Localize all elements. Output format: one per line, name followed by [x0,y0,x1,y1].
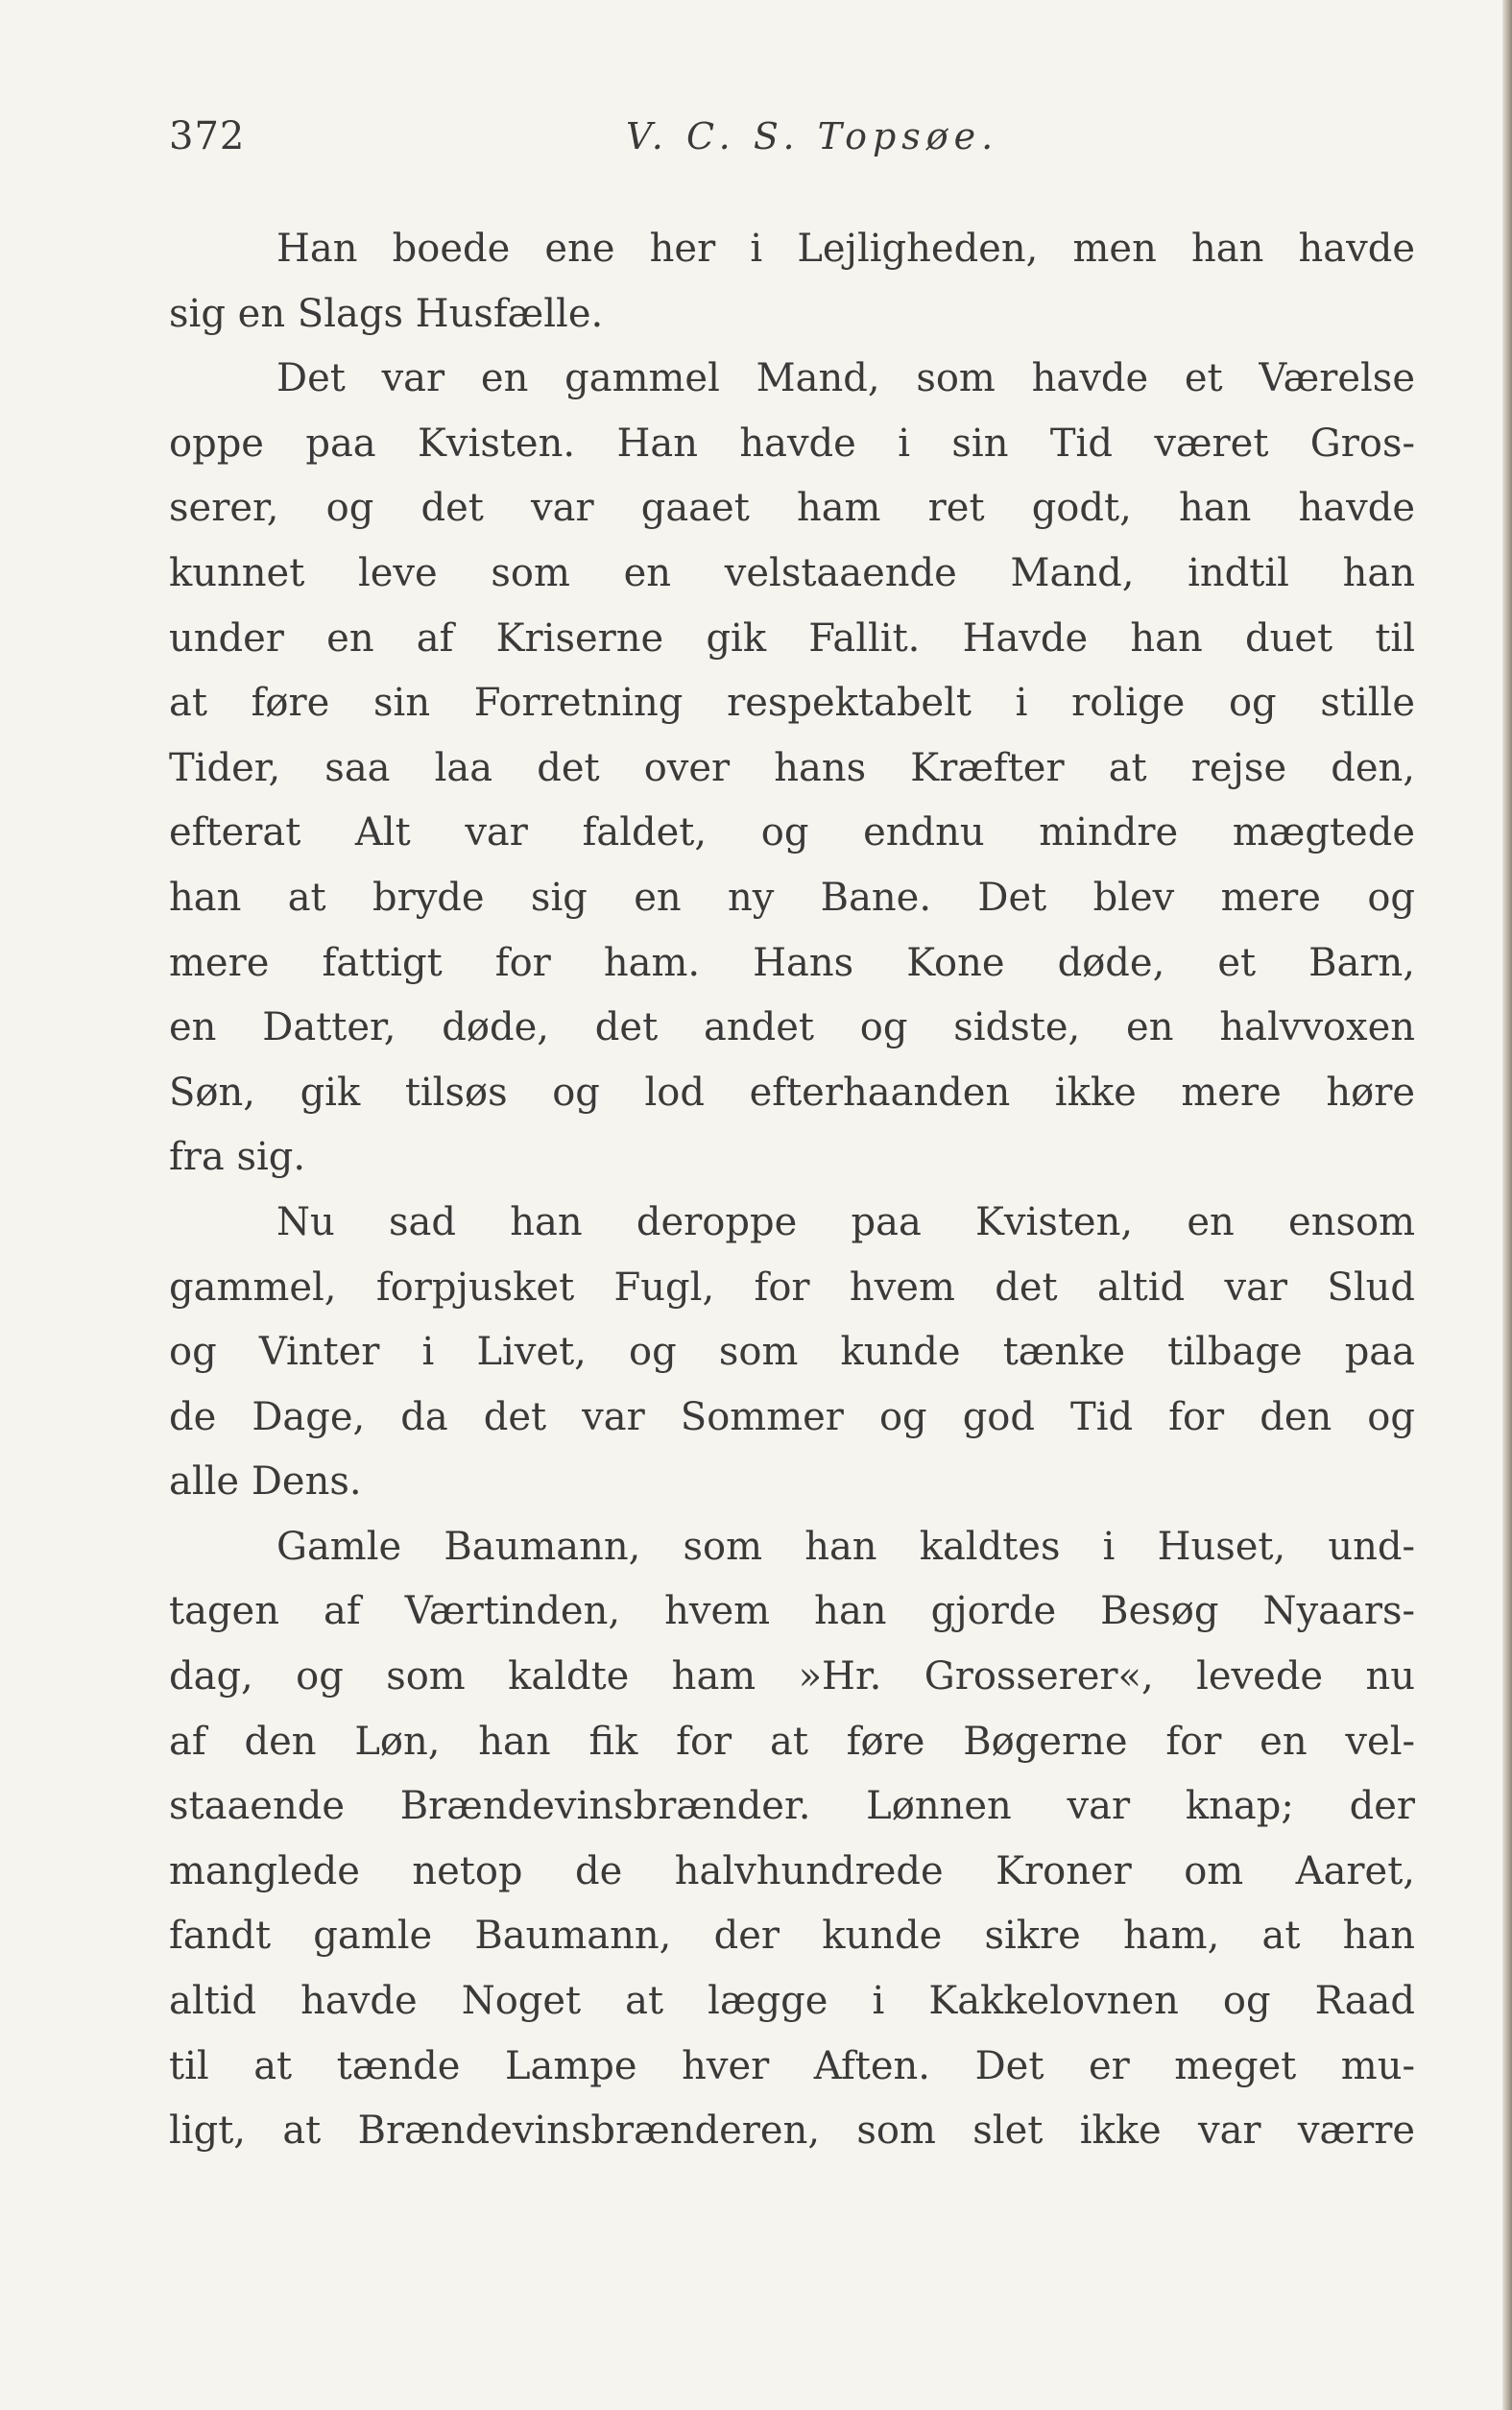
text-line: serer, og det var gaaet ham ret godt, han havde [169,486,1415,531]
text-line: og Vinter i Livet, og som kunde tænke tilbage paa [169,1330,1415,1375]
body-text [169,217,1415,2164]
text-line: Nu sad han deroppe paa Kvisten, en ensom [276,1199,1415,1244]
text-line: fandt gamle Baumann, der kunde sikre ham, at han [169,1914,1415,1959]
text-line: gammel, forpjusket Fugl, for hvem det altid var Slud [169,1265,1415,1310]
text-line: tagen af Værtinden, hvem han gjorde Besøg Nyaars- [169,1589,1415,1634]
text-line: de Dage, da det var Sommer og god Tid for den og [169,1394,1415,1439]
text-line: under en af Kriserne gik Fallit. Havde han duet til [169,615,1415,661]
text-line: sig en Slags Husfælle. [169,291,604,336]
text-line: mere fattigt for ham. Hans Kone døde, et Barn, [169,940,1415,985]
text-line: ligt, at Brændevinsbrænderen, som slet ikke var værre [169,2109,1415,2154]
text-line: Søn, gik tilsøs og lod efterhaanden ikke mere høre [169,1070,1415,1115]
text-line: Han boede ene her i Lejligheden, men han havde [276,227,1415,271]
text-line: han at bryde sig en ny Bane. Det blev mere og [169,875,1415,920]
text-line: alle Dens. [169,1459,362,1505]
page-edge-shadow [1502,0,1512,2410]
text-line: fra sig. [169,1135,306,1180]
text-line: oppe paa Kvisten. Han havde i sin Tid været Gros- [169,421,1415,466]
text-line: dag, og som kaldte ham »Hr. Grosserer«, levede nu [169,1654,1415,1699]
text-line: manglede netop de halvhundrede Kroner om Aaret, [169,1848,1415,1893]
text-line: en Datter, døde, det andet og sidste, en halvvoxen [169,1005,1415,1050]
text-line: til at tænde Lampe hver Aften. Det er meget mu- [169,2043,1415,2088]
text-line: staaende Brændevinsbrænder. Lønnen var knap; der [169,1784,1415,1829]
running-head: V. C. S. Topsøe. [626,115,999,157]
text-line: Gamle Baumann, som han kaldtes i Huset, und- [276,1524,1415,1569]
text-line: efterat Alt var faldet, og endnu mindre mægtede [169,810,1415,856]
text-line: altid havde Noget at lægge i Kakkelovnen og Raad [169,1979,1415,2024]
page-number: 372 [169,114,246,158]
text-line: Det var en gammel Mand, som havde et Værelse [276,356,1415,401]
text-line: at føre sin Forretning respektabelt i rolige og stille [169,681,1415,726]
text-line: af den Løn, han fik for at føre Bøgerne for en vel- [169,1719,1415,1764]
page-header [169,109,1417,167]
text-line: kunnet leve som en velstaaende Mand, indtil han [169,550,1415,595]
text-line: Tider, saa laa det over hans Kræfter at rejse den, [169,745,1415,790]
